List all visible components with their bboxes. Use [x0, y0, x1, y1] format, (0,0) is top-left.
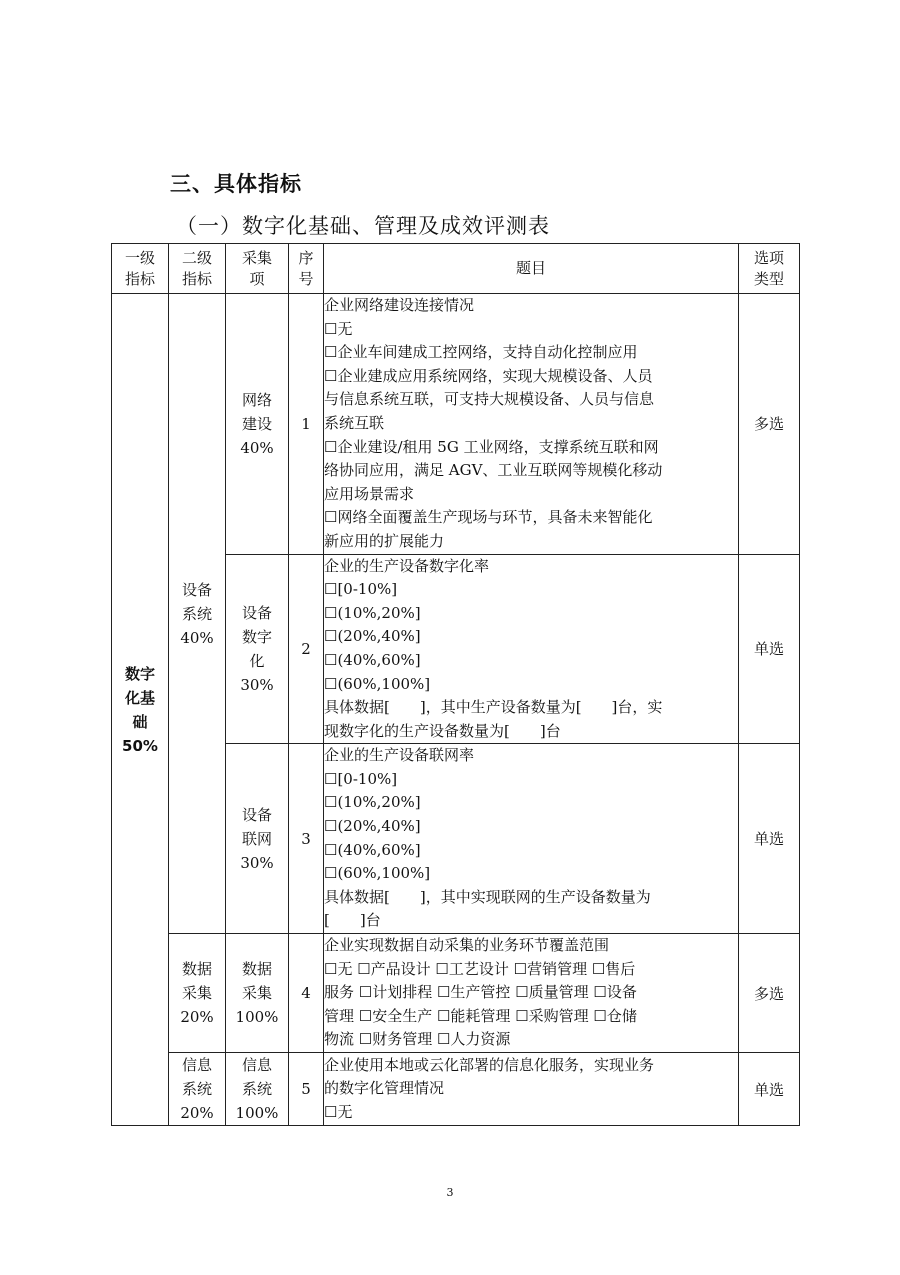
evaluation-table [111, 243, 800, 1126]
collect-item: 设备 数字 化 30% [226, 554, 289, 744]
data-fill-line[interactable]: 现数字化的生产设备数量为[ ]台 [324, 721, 561, 740]
collect-item: 设备 联网 30% [226, 744, 289, 934]
question-cell: 企业的生产设备数字化率 ☐[0-10%] ☐(10%,20%] ☐(20%,40%] ☐(40%,60%] ☐(60%,100%] 具体数据[ ]，其中生产设备数量为[ ]台，实 现数字化的生产设备数量为[ ]台 [324, 554, 739, 744]
collect-item: 信息 系统 100% [226, 1053, 289, 1126]
question-cell: 企业网络建设连接情况 ☐无 ☐企业车间建成工控网络，支持自动化控制应用 ☐企业建成应用系统网络，实现大规模设备、人员 与信息系统互联，可支持大规模设备、人员与信息 系统互联 ☐企业建设/租用 5G 工业网络，支撑系统互联和网 络协同应用，满足 AGV、工业互联网等规模化移动 应用场景需求 ☐网络全面覆盖生产现场与环节，具备未来智能化 新应用的扩展能力 [324, 294, 739, 555]
option-checkbox[interactable]: ☐(20%,40%] [324, 817, 421, 836]
option-checkbox[interactable]: ☐[0-10%] [324, 769, 398, 788]
header-level2: 二级 指标 [169, 244, 226, 294]
option-checkbox[interactable]: ☐无 [324, 1102, 353, 1121]
option-checkbox[interactable]: ☐企业建成应用系统网络，实现大规模设备、人员 [324, 366, 653, 385]
seq-number: 2 [289, 554, 324, 744]
option-checkbox-row[interactable]: 服务 ☐计划排程 ☐生产管控 ☐质量管理 ☐设备 [324, 983, 637, 1002]
option-checkbox-row[interactable]: 物流 ☐财务管理 ☐人力资源 [324, 1030, 511, 1049]
option-type: 单选 [739, 1053, 800, 1126]
level2-indicator-info-system: 信息 系统 20% [169, 1053, 226, 1126]
option-checkbox[interactable]: ☐企业车间建成工控网络，支持自动化控制应用 [324, 343, 638, 362]
option-checkbox[interactable]: ☐(40%,60%] [324, 650, 421, 669]
option-checkbox[interactable]: ☐企业建设/租用 5G 工业网络，支撑系统互联和网 [324, 437, 659, 456]
subsection-title: （一）数字化基础、管理及成效评测表 [176, 214, 550, 238]
level2-indicator-device-system: 设备 系统 40% [169, 294, 226, 934]
header-collect-item: 采集 项 [226, 244, 289, 294]
table-row [112, 1053, 800, 1126]
option-type: 单选 [739, 554, 800, 744]
option-checkbox[interactable]: ☐(10%,20%] [324, 793, 421, 812]
option-type: 单选 [739, 744, 800, 934]
seq-number: 1 [289, 294, 324, 555]
option-checkbox[interactable]: ☐(20%,40%] [324, 627, 421, 646]
header-question: 题目 [324, 244, 739, 294]
option-type: 多选 [739, 934, 800, 1053]
table-header-row [112, 244, 800, 294]
level2-indicator-data-collection: 数据 采集 20% [169, 934, 226, 1053]
collect-item: 网络 建设 40% [226, 294, 289, 555]
data-fill-line[interactable]: [ ]台 [324, 911, 381, 930]
data-fill-line[interactable]: 具体数据[ ]，其中生产设备数量为[ ]台，实 [324, 698, 663, 717]
header-seq: 序 号 [289, 244, 324, 294]
option-checkbox[interactable]: ☐(10%,20%] [324, 603, 421, 622]
section-title: 三、具体指标 [170, 172, 302, 196]
question-cell: 企业使用本地或云化部署的信息化服务，实现业务 的数字化管理情况 ☐无 [324, 1053, 739, 1126]
page-number: 3 [446, 1186, 454, 1199]
option-checkbox-row[interactable]: 管理 ☐安全生产 ☐能耗管理 ☐采购管理 ☐仓储 [324, 1006, 637, 1025]
question-cell: 企业实现数据自动采集的业务环节覆盖范围 ☐无 ☐产品设计 ☐工艺设计 ☐营销管理 ☐售后 服务 ☐计划排程 ☐生产管控 ☐质量管理 ☐设备 管理 ☐安全生产 ☐能耗管理 ☐采购管理 ☐仓储 物流 ☐财务管理 ☐人力资源 [324, 934, 739, 1053]
option-checkbox[interactable]: ☐(60%,100%] [324, 864, 431, 883]
table-row [112, 934, 800, 1053]
header-level1: 一级 指标 [112, 244, 169, 294]
option-checkbox[interactable]: ☐(60%,100%] [324, 674, 431, 693]
option-checkbox[interactable]: ☐[0-10%] [324, 580, 398, 599]
table-row [112, 294, 800, 555]
data-fill-line[interactable]: 具体数据[ ]，其中实现联网的生产设备数量为 [324, 887, 651, 906]
option-checkbox[interactable]: ☐网络全面覆盖生产现场与环节，具备未来智能化 [324, 508, 653, 527]
header-option-type: 选项 类型 [739, 244, 800, 294]
seq-number: 4 [289, 934, 324, 1053]
seq-number: 3 [289, 744, 324, 934]
question-cell: 企业的生产设备联网率 ☐[0-10%] ☐(10%,20%] ☐(20%,40%] ☐(40%,60%] ☐(60%,100%] 具体数据[ ]，其中实现联网的生产设备数量为 [ ]台 [324, 744, 739, 934]
option-checkbox-row[interactable]: ☐无 ☐产品设计 ☐工艺设计 ☐营销管理 ☐售后 [324, 959, 636, 978]
seq-number: 5 [289, 1053, 324, 1126]
collect-item: 数据 采集 100% [226, 934, 289, 1053]
option-checkbox[interactable]: ☐无 [324, 319, 353, 338]
option-checkbox[interactable]: ☐(40%,60%] [324, 840, 421, 859]
level1-indicator: 数字 化基 础 50% [112, 294, 169, 1126]
option-type: 多选 [739, 294, 800, 555]
